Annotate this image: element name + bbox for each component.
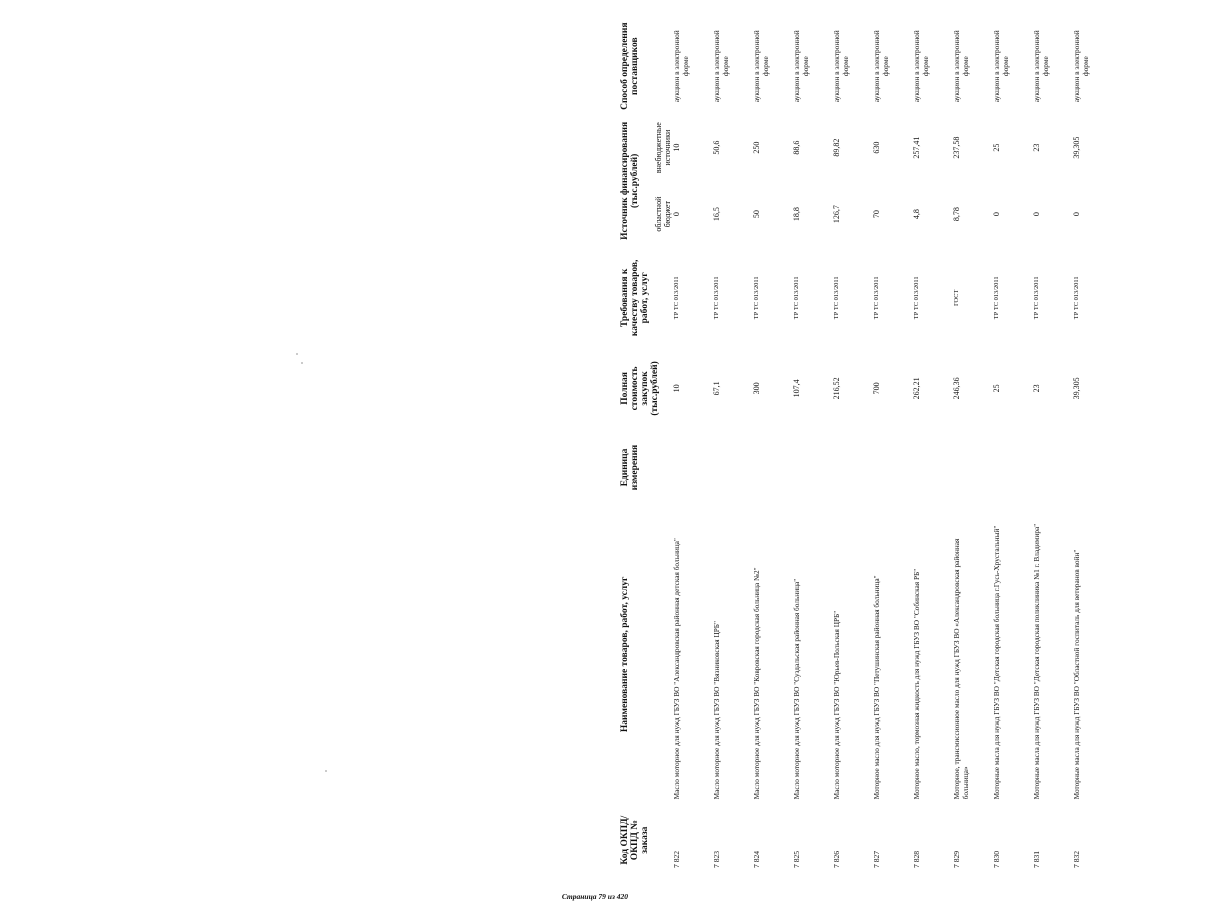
header-code: Код ОКПД/ ОКПД № заказа xyxy=(620,815,650,865)
row-requirements: ГОСТ xyxy=(953,289,960,307)
row-cost: 23 xyxy=(1032,384,1041,393)
row-code: 7 823 xyxy=(712,850,721,868)
row-unit xyxy=(872,429,912,507)
row-code: 7 831 xyxy=(1032,850,1041,868)
row-regional: 16,5 xyxy=(712,207,721,222)
rotated-table-frame xyxy=(620,18,1220,878)
row-name: Моторные масла для нужд ГБУЗ ВО "Детская городская больница г.Гусь-Хрустальный" xyxy=(992,525,1001,800)
row-regional: 50 xyxy=(752,210,761,219)
row-name: Моторное масло, тормозная жидкость для нужд ГБУЗ ВО "Собинская РБ" xyxy=(912,568,921,800)
row-regional: 8,78 xyxy=(952,207,961,222)
row-method: аукцион в электронной форме xyxy=(712,30,730,103)
row-method: аукцион в электронной форме xyxy=(672,30,690,103)
row-method: аукцион в электронной форме xyxy=(792,30,810,103)
row-extra: 25 xyxy=(992,143,1001,152)
row-requirements: ТР ТС 013/2011 xyxy=(753,276,760,320)
row-method: аукцион в электронной форме xyxy=(952,30,970,103)
row-cost: 216,52 xyxy=(832,377,841,400)
row-regional: 4,8 xyxy=(912,209,921,220)
header-extra-budget: внебюджетные источники xyxy=(654,122,672,174)
row-name: Моторные масла для нужд ГБУЗ ВО "Детская городская поликлиника №1 г. Владимира" xyxy=(1032,523,1041,800)
row-code: 7 825 xyxy=(792,850,801,868)
row-method: аукцион в электронной форме xyxy=(1072,30,1090,103)
row-name: Моторное, трансмиссионное масло для нужд ГБУЗ ВО «Александровская районная больница» xyxy=(952,538,970,800)
page-number: Страница 79 из 420 xyxy=(561,892,628,901)
header-financing: Источник финансирования (тыс.рублей) xyxy=(620,121,640,240)
row-unit xyxy=(672,429,712,507)
row-name: Моторное масло для нужд ГБУЗ ВО "Петушинская районная больница" xyxy=(872,575,881,800)
row-extra: 50,6 xyxy=(712,140,721,155)
row-regional: 70 xyxy=(872,210,881,219)
scan-speck xyxy=(301,362,303,364)
table-row xyxy=(712,18,752,878)
row-cost: 10 xyxy=(672,384,681,393)
row-extra: 630 xyxy=(872,141,881,154)
row-name: Масло моторное для нужд ГБУЗ ВО "Суздальская районная больница" xyxy=(792,578,801,800)
table-row xyxy=(792,18,832,878)
row-name: Масло моторное для нужд ГБУЗ ВО "Ковровская городская больница №2" xyxy=(752,567,761,800)
row-method: аукцион в электронной форме xyxy=(992,30,1010,103)
row-code: 7 827 xyxy=(872,850,881,868)
row-unit xyxy=(1032,429,1072,507)
row-extra: 89,82 xyxy=(832,138,841,157)
row-unit xyxy=(832,429,872,507)
header-requirements: Требования к качеству товаров, работ, услуг xyxy=(620,259,650,337)
row-unit xyxy=(912,429,952,507)
row-extra: 39,305 xyxy=(1072,136,1081,159)
row-code: 7 828 xyxy=(912,850,921,868)
row-extra: 88,6 xyxy=(792,140,801,155)
table-row xyxy=(1032,18,1072,878)
row-name: Моторные масла для нужд ГБУЗ ВО "Областной госпиталь для ветеранов войн" xyxy=(1072,549,1081,800)
row-extra: 10 xyxy=(672,143,681,152)
table-row xyxy=(1072,18,1112,878)
header-cost: Полная стоимость закупок (тыс.рублей) xyxy=(620,361,660,416)
row-unit xyxy=(992,429,1032,507)
table-row xyxy=(752,18,792,878)
row-cost: 107,4 xyxy=(792,379,801,398)
row-requirements: ТР ТС 013/2011 xyxy=(1073,276,1080,320)
row-method: аукцион в электронной форме xyxy=(872,30,890,103)
table-row xyxy=(992,18,1032,878)
row-requirements: ТР ТС 013/2011 xyxy=(793,276,800,320)
table-row xyxy=(832,18,872,878)
row-name: Масло моторное для нужд ГБУЗ ВО "Вязниковская ЦРБ" xyxy=(712,621,721,800)
row-regional: 0 xyxy=(672,212,681,217)
header-name: Наименование товаров, работ, услуг xyxy=(620,576,630,733)
table-row xyxy=(672,18,712,878)
row-unit xyxy=(952,429,992,507)
row-code: 7 824 xyxy=(752,850,761,868)
row-method: аукцион в электронной форме xyxy=(752,30,770,103)
row-extra: 257,41 xyxy=(912,136,921,159)
row-cost: 246,36 xyxy=(952,377,961,400)
row-code: 7 826 xyxy=(832,850,841,868)
row-code: 7 829 xyxy=(952,850,961,868)
row-code: 7 832 xyxy=(1072,850,1081,868)
row-requirements: ТР ТС 013/2011 xyxy=(673,276,680,320)
row-regional: 0 xyxy=(992,212,1001,217)
row-cost: 262,21 xyxy=(912,377,921,400)
header-regional-budget: областной бюджет xyxy=(654,196,672,232)
header-unit: Единица измерения xyxy=(620,444,640,491)
row-method: аукцион в электронной форме xyxy=(1032,30,1050,103)
row-extra: 237,58 xyxy=(952,136,961,159)
table-row xyxy=(952,18,992,878)
header-method: Способ определения поставщиков xyxy=(620,22,640,110)
table-row xyxy=(872,18,912,878)
row-requirements: ТР ТС 013/2011 xyxy=(993,276,1000,320)
row-unit xyxy=(712,429,752,507)
row-method: аукцион в электронной форме xyxy=(832,30,850,103)
row-cost: 300 xyxy=(752,382,761,395)
row-requirements: ТР ТС 013/2011 xyxy=(913,276,920,320)
row-code: 7 830 xyxy=(992,850,1001,868)
row-name: Масло моторное для нужд ГБУЗ ВО "Юрьев-Польская ЦРБ" xyxy=(832,610,841,800)
row-requirements: ТР ТС 013/2011 xyxy=(713,276,720,320)
procurement-table xyxy=(620,18,1112,878)
row-requirements: ТР ТС 013/2011 xyxy=(833,276,840,320)
row-unit xyxy=(792,429,832,507)
row-unit xyxy=(1072,429,1112,507)
row-cost: 67,1 xyxy=(712,381,721,396)
row-regional: 126,7 xyxy=(832,205,841,224)
row-extra: 23 xyxy=(1032,143,1041,152)
scan-speck xyxy=(325,770,327,772)
row-cost: 39,305 xyxy=(1072,377,1081,400)
scan-speck xyxy=(296,353,298,355)
row-regional: 0 xyxy=(1072,212,1081,217)
table-row xyxy=(912,18,952,878)
row-extra: 250 xyxy=(752,141,761,154)
row-code: 7 822 xyxy=(672,850,681,868)
row-requirements: ТР ТС 013/2011 xyxy=(1033,276,1040,320)
row-requirements: ТР ТС 013/2011 xyxy=(873,276,880,320)
row-method: аукцион в электронной форме xyxy=(912,30,930,103)
row-regional: 0 xyxy=(1032,212,1041,217)
row-cost: 25 xyxy=(992,384,1001,393)
row-name: Масло моторное для нужд ГБУЗ ВО "Александровская районная детская больница" xyxy=(672,538,681,800)
row-regional: 18,8 xyxy=(792,207,801,222)
row-unit xyxy=(752,429,792,507)
row-cost: 700 xyxy=(872,382,881,395)
